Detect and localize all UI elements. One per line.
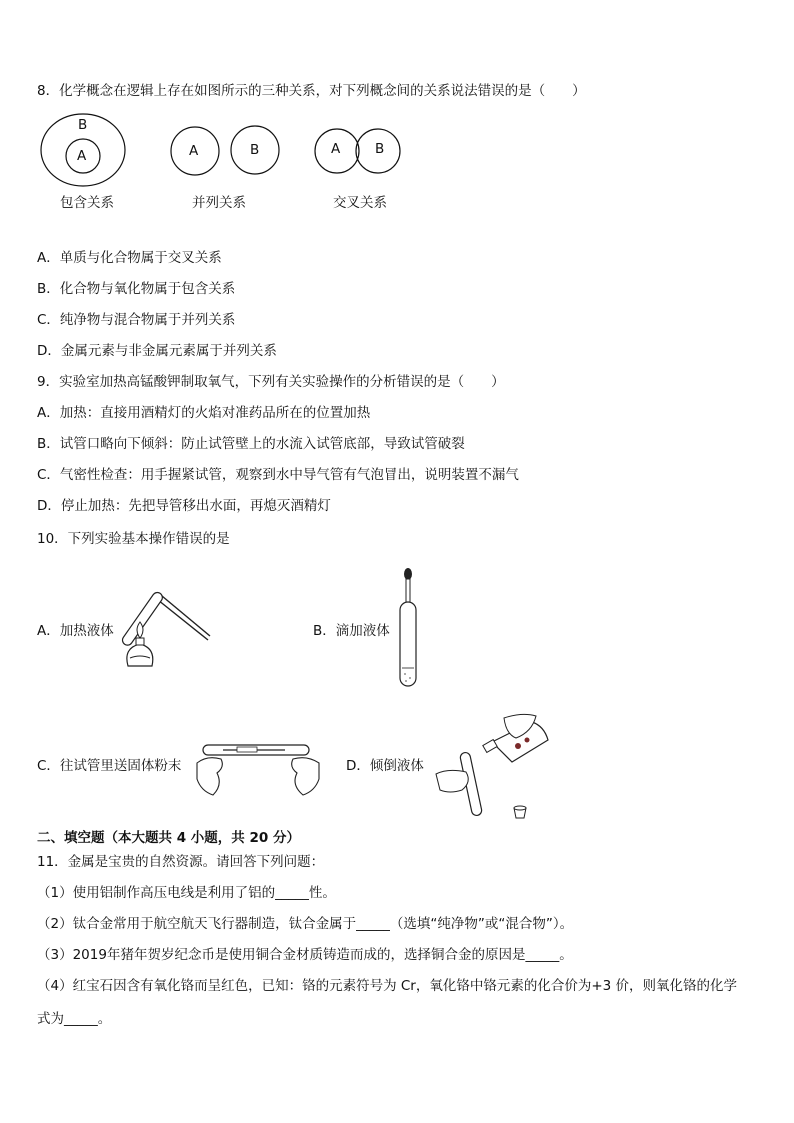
q10-option-c-label: C．往试管里送固体粉末 <box>37 758 182 774</box>
parallel-left-label: A <box>189 143 199 159</box>
q11-item-3: （3）2019年猪年贺岁纪念币是使用铜合金材质铸造而成的，选择铜合金的原因是_____。 <box>37 947 573 963</box>
q9-option-c: C．气密性检查：用手握紧试管，观察到水中导气管有气泡冒出，说明装置不漏气 <box>37 467 519 483</box>
intersect-left-label: A <box>331 141 341 157</box>
pouring-liquid-illustration <box>432 712 554 820</box>
dropper-illustration <box>393 566 423 688</box>
inclusion-inner-label: A <box>77 148 87 164</box>
q10-stem: 10．下列实验基本操作错误的是 <box>37 531 230 547</box>
heating-liquid-illustration <box>118 578 213 673</box>
inclusion-caption: 包含关系 <box>60 195 114 211</box>
q11-item-4: （4）红宝石因含有氧化铬而呈红色，已知：铬的元素符号为 Cr，氧化铬中铬元素的化合价为+3 价，则氧化铬的化学 <box>37 978 738 994</box>
q11-item-1: （1）使用铝制作高压电线是利用了铝的_____性。 <box>37 885 336 901</box>
q11-item-2: （2）钛合金常用于航空航天飞行器制造，钛合金属于_____（选填“纯净物”或“混合物”）。 <box>37 916 574 932</box>
q9-option-a: A．加热：直接用酒精灯的火焰对准药品所在的位置加热 <box>37 405 371 421</box>
q11-stem: 11．金属是宝贵的自然资源。请回答下列问题： <box>37 854 325 870</box>
q8-option-b: B．化合物与氧化物属于包含关系 <box>37 281 236 297</box>
intersect-right-label: B <box>375 141 385 157</box>
q9-option-b: B．试管口略向下倾斜：防止试管壁上的水流入试管底部，导致试管破裂 <box>37 436 465 452</box>
q11-item-4-cont: 式为_____。 <box>37 1011 112 1027</box>
q10-option-b-label: B．滴加液体 <box>313 623 390 639</box>
q8-option-d: D．金属元素与非金属元素属于并列关系 <box>37 343 277 359</box>
q9-stem: 9．实验室加热高锰酸钾制取氧气，下列有关实验操作的分析错误的是（ ） <box>37 374 505 390</box>
intersect-caption: 交叉关系 <box>333 195 387 211</box>
inclusion-outer-label: B <box>78 117 88 133</box>
section2-title: 二、填空题（本大题共 4 小题，共 20 分） <box>37 830 300 846</box>
q8-option-a: A．单质与化合物属于交叉关系 <box>37 250 222 266</box>
q8-option-c: C．纯净物与混合物属于并列关系 <box>37 312 236 328</box>
q9-option-d: D．停止加热：先把导管移出水面，再熄灭酒精灯 <box>37 498 331 514</box>
parallel-right-label: B <box>250 142 260 158</box>
q10-option-a-label: A．加热液体 <box>37 623 114 639</box>
powder-into-tube-illustration <box>193 733 323 799</box>
parallel-caption: 并列关系 <box>192 195 246 211</box>
q10-option-d-label: D．倾倒液体 <box>346 758 424 774</box>
relation-diagrams <box>38 110 408 190</box>
q8-stem: 8．化学概念在逻辑上存在如图所示的三种关系，对下列概念间的关系说法错误的是（ ） <box>37 83 586 99</box>
